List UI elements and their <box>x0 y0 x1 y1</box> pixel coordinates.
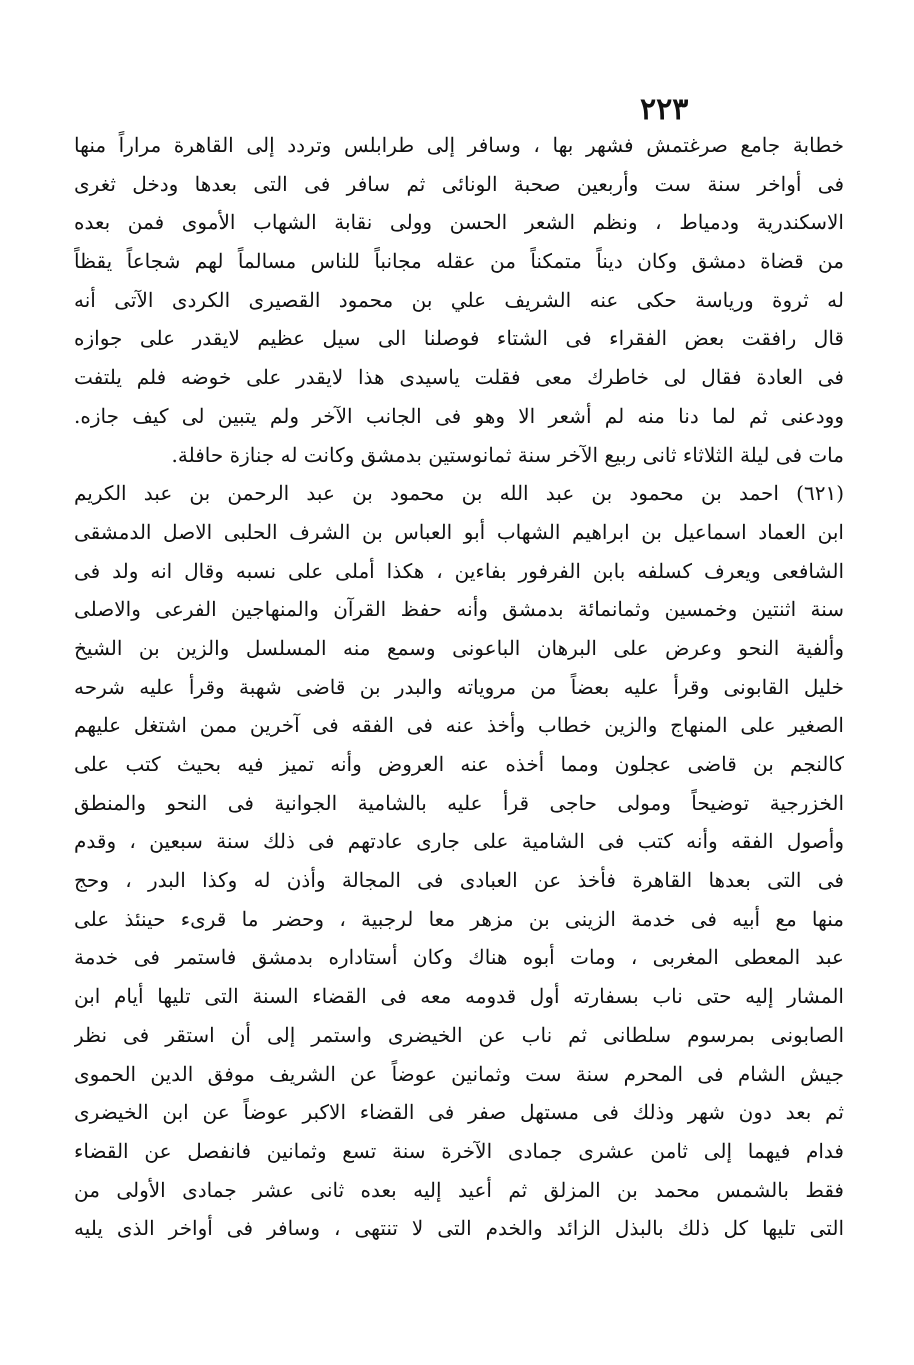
text-line: الصغير على المنهاج والزين خطاب وأخذ عنه فى الفقه فى آخرين ممن اشتغل عليهم <box>74 713 844 738</box>
page-number: ٢٢٣ <box>640 92 689 127</box>
body-text <box>74 126 844 1248</box>
text-line: وأصول الفقه وأنه كتب فى الشامية على جارى عادتهم فى ذلك سنة سبعين ، وقدم <box>74 829 844 854</box>
text-line: كالنجم بن قاضى عجلون ومما أخذه عنه العروض وأنه تميز فيه بحيث كتب على <box>74 752 844 776</box>
text-line: مات فى ليلة الثلاثاء ثانى ربيع الآخر سنة ثمانوستين بدمشق وكانت له جنازة حافلة. <box>171 442 844 467</box>
text-line: الشافعى ويعرف كسلفه بابن الفرفور بفاءين ، هكذا أملى على نسبه وقال انه ولد فى <box>74 558 844 583</box>
text-line: الاسكندرية ودمياط ، ونظم الشعر الحسن وولى نقابة الشهاب الأموى فمن بعده <box>74 210 844 235</box>
text-line: خليل القابونى وقرأ عليه بعضاً من مروياته والبدر بن قاضى شهبة وقرأ عليه شرحه <box>74 674 844 699</box>
text-line: فى أواخر سنة ست وأربعين صحبة الونائى ثم سافر فى التى بعدها ودخل ثغرى <box>74 171 844 196</box>
text-line: ابن العماد اسماعيل بن ابراهيم الشهاب أبو العباس بن الشرف الحلبى الاصل الدمشقى <box>74 519 844 544</box>
entry-heading-line: (٦٢١) احمد بن محمود بن عبد الله بن محمود بن عبد الرحمن بن عبد الكريم <box>74 481 844 506</box>
text-line: خطابة جامع صرغتمش فشهر بها ، وسافر إلى طرابلس وتردد إلى القاهرة مراراً منها <box>74 133 844 157</box>
text-line: المشار إليه حتى ناب بسفارته أول قدومه معه فى القضاء السنة التى تليها أيام ابن <box>74 984 844 1009</box>
text-line: وألفية النحو وعرض على البرهان الباعونى وسمع منه المسلسل والزين بن الشيخ <box>74 635 844 660</box>
text-line: فى التى بعدها القاهرة فأخذ عن العبادى فى المجالة وأذن له وكذا البدر ، وحج <box>74 868 844 893</box>
text-line: وودعنى ثم لما دنا منه لم أشعر الا وهو فى الجانب الآخر ولم يتبين لى كيف جازه. <box>74 403 844 428</box>
text-line: من قضاة دمشق وكان ديناً متمكناً من عقله مجانباً للناس مسالماً لهم شجاعاً يقظاً <box>74 249 844 274</box>
text-line: الخزرجية توضيحاً ومولى حاجى قرأ عليه بالشامية الجوانية فى النحو والمنطق <box>74 790 844 815</box>
text-line: له ثروة ورياسة حكى عنه الشريف علي بن محمود القصيرى الكردى الآتى أنه <box>74 287 844 312</box>
text-line: قال رافقت بعض الفقراء فى الشتاء فوصلنا الى سيل عظيم لايقدر على جوازه <box>74 326 844 351</box>
text-line: فى العادة فقال لى خاطرك معى فقلت ياسيدى هذا لايقدر على خوضه فلم يلتفت <box>74 365 844 390</box>
text-line: فقط بالشمس محمد بن المزلق ثم أعيد إليه بعده ثانى عشر جمادى الأولى من <box>74 1177 844 1202</box>
text-line: سنة اثنتين وخمسين وثمانمائة بدمشق وأنه حفظ القرآن والمنهاجين الفرعى والاصلى <box>74 597 844 622</box>
text-line: جيش الشام فى المحرم سنة ست وثمانين عوضاً عن الشريف موفق الدين الحموى <box>74 1061 844 1086</box>
text-line: منها مع أبيه فى خدمة الزينى بن مزهر معا لرجبية ، وحضر ما قرىء حينئذ على <box>74 906 844 931</box>
text-line: عبد المعطى المغربى ، ومات أبوه هناك وكان أستاداره بدمشق فاستمر فى خدمة <box>74 945 844 970</box>
text-line: التى تليها كل ذلك بالبذل الزائد والخدم التى لا تنتهى ، وسافر فى أواخر الذى يليه <box>74 1216 844 1241</box>
text-line: الصابونى بمرسوم سلطانى ثم ناب عن الخيضرى واستمر إلى أن استقر فى نظر <box>74 1022 844 1047</box>
text-line: فدام فيهما إلى ثامن عشرى جمادى الآخرة سنة تسع وثمانين فانفصل عن القضاء <box>74 1138 844 1163</box>
text-line: ثم بعد دون شهر وذلك فى مستهل صفر فى القضاء الاكبر عوضاً عن ابن الخيضرى <box>74 1100 844 1125</box>
